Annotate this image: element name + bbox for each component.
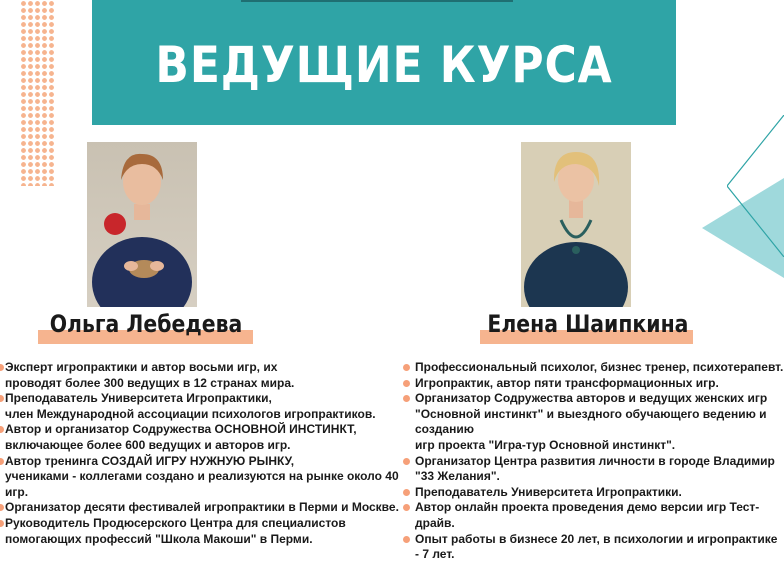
decorative-dot-pattern xyxy=(20,0,54,186)
list-item: Организатор Содружества авторов и ведущих женских игр "Основной инстинкт" и выездного обучающего ведению и созданию игр проекта "Игра-тур Основной инстинкт". xyxy=(403,391,784,453)
list-item: Организатор десяти фестивалей игропрактики в Перми и Москве. xyxy=(0,500,400,516)
list-item: Организатор Центра развития личности в городе Владимир "33 Желания". xyxy=(403,454,784,485)
bullet-icon xyxy=(0,395,4,402)
bullet-icon xyxy=(0,458,4,465)
bullet-icon xyxy=(403,458,410,465)
list-item: Игропрактик, автор пяти трансформационных игр. xyxy=(403,376,784,392)
host-name-elena: Елена Шаипкина xyxy=(487,310,689,338)
list-item: Эксперт игропрактики и автор восьми игр, их проводят более 300 ведущих в 12 странах мира. xyxy=(0,360,400,391)
host-photo-olga xyxy=(87,142,197,307)
banner-top-line xyxy=(241,0,513,2)
list-item: Преподаватель Университета Игропрактики. xyxy=(403,485,784,501)
list-item: Опыт работы в бизнесе 20 лет, в психологии и игропрактике - 7 лет. xyxy=(403,532,784,563)
list-item: Преподаватель Университета Игропрактики, член Международной ассоциации психологов игропрактиков. xyxy=(0,391,400,422)
list-item: Профессиональный психолог, бизнес тренер, психотерапевт. xyxy=(403,360,784,376)
bullet-icon xyxy=(0,364,4,371)
list-item: Руководитель Продюсерского Центра для специалистов помогающих профессий "Школа Макоши" в Перми. xyxy=(0,516,400,547)
list-item: Автор онлайн проекта проведения демо версии игр Тест-драйв. xyxy=(403,500,784,531)
host-bio-list-olga xyxy=(0,360,400,547)
bullet-icon xyxy=(403,536,410,543)
bullet-icon xyxy=(403,364,410,371)
list-item: Автор тренинга СОЗДАЙ ИГРУ НУЖНУЮ РЫНКУ, учениками - коллегами создано и реализуются на рынке около 40 игр. xyxy=(0,454,400,501)
host-photo-elena xyxy=(521,142,631,307)
bullet-icon xyxy=(403,380,410,387)
bullet-icon xyxy=(403,504,410,511)
bullet-icon xyxy=(0,426,4,433)
bullet-icon xyxy=(403,489,410,496)
bullet-icon xyxy=(0,504,4,511)
host-bio-list-elena xyxy=(403,360,784,563)
bullet-icon xyxy=(403,395,410,402)
bullet-icon xyxy=(0,520,4,527)
list-item: Автор и организатор Содружества ОСНОВНОЙ ИНСТИНКТ, включающее более 600 ведущих и авторов игр. xyxy=(0,422,400,453)
host-name-olga: Ольга Лебедева xyxy=(49,310,243,338)
decorative-outline-diamond xyxy=(727,115,784,257)
page-title: ВЕДУЩИЕ КУРСА xyxy=(155,36,613,94)
